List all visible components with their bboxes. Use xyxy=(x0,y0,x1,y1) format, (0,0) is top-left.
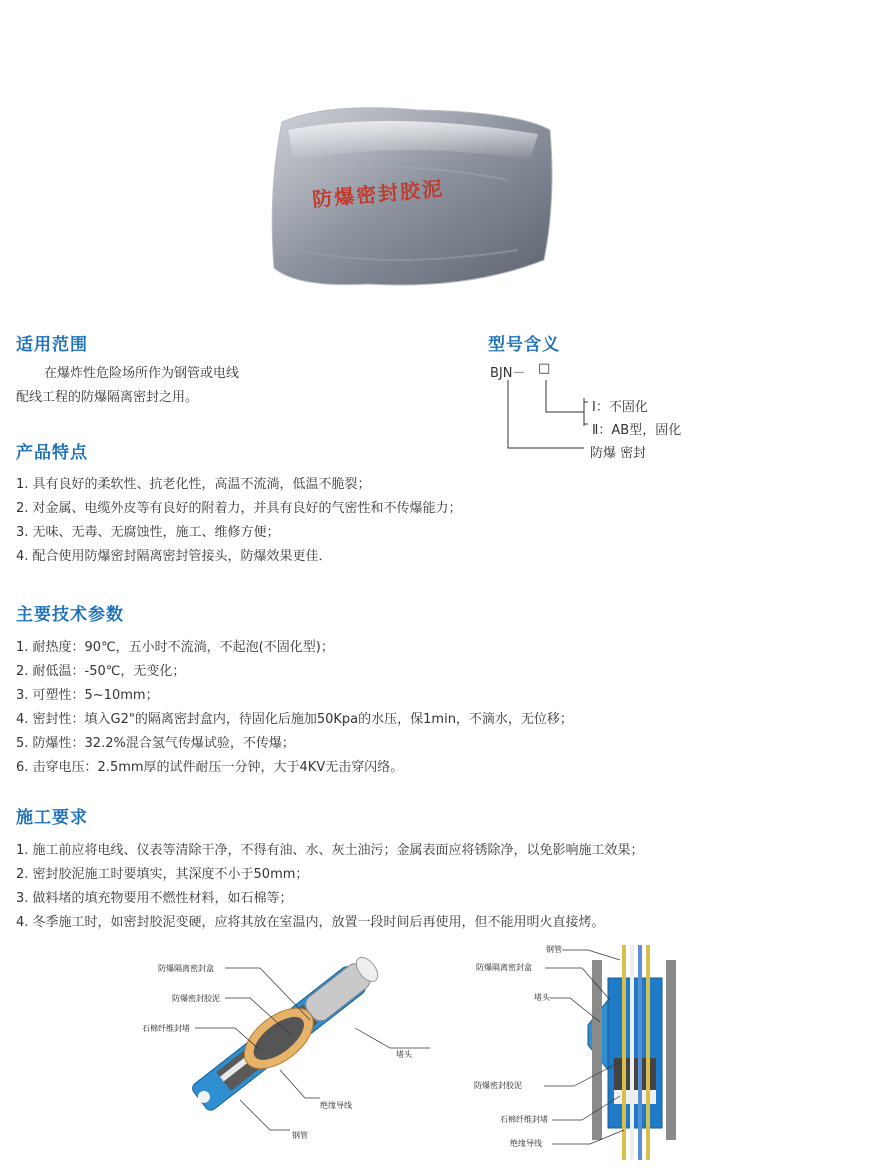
diagram-left-label: 绝缘导线 xyxy=(320,1101,352,1110)
diagram-right-label: 钢管 xyxy=(546,945,562,954)
model-base: 防爆 密封 xyxy=(590,446,647,461)
construction-heading: 施工要求 xyxy=(16,808,88,828)
product-image xyxy=(268,100,558,290)
specs-item: 5. 防爆性：32.2%混合氢气传爆试验，不传爆； xyxy=(16,736,295,751)
features-item: 4. 配合使用防爆密封隔离密封管接头，防爆效果更佳． xyxy=(16,549,332,564)
scope-heading: 适用范围 xyxy=(16,335,88,355)
scope-line-1: 在爆炸性危险场所作为钢管或电线 xyxy=(44,366,240,381)
diagram-left-label: 钢管 xyxy=(292,1131,308,1140)
construction-item: 3. 做料堵的填充物要用不燃性材料，如石棉等； xyxy=(16,891,293,906)
model-box: □ xyxy=(538,361,551,376)
model-option-1: Ⅰ：不固化 xyxy=(592,400,648,415)
construction-item: 4. 冬季施工时，如密封胶泥变硬，应将其放在室温内，放置一段时间后再使用，但不能用明火直接烤。 xyxy=(16,915,605,930)
specs-item: 3. 可塑性：5~10mm； xyxy=(16,688,159,703)
diagram-right-label: 防爆密封胶泥 xyxy=(474,1081,522,1090)
construction-item: 1. 施工前应将电线、仪表等清除干净，不得有油、水、灰土油污；金属表面应将锈除净，以免影响施工效果； xyxy=(16,843,644,858)
diagram-right-label: 石棉纤维封堵 xyxy=(500,1115,548,1124)
specs-item: 1. 耐热度：90℃，五小时不流淌，不起泡(不固化型)； xyxy=(16,640,334,655)
specs-item: 4. 密封性：填入G2"的隔离密封盒内，待固化后施加50Kpa的水压，保1min，不滴水，无位移； xyxy=(16,712,573,727)
scope-line-2: 配线工程的防爆隔离密封之用。 xyxy=(16,390,199,405)
diagram-left-label: 防爆隔离密封盒 xyxy=(158,964,214,973)
diagram-left-label: 防爆密封胶泥 xyxy=(172,994,220,1003)
diagram-left-label: 石棉纤维封堵 xyxy=(142,1024,190,1033)
features-item: 2. 对金属、电缆外皮等有良好的附着力，并具有良好的气密性和不传爆能力； xyxy=(16,501,462,516)
specs-item: 6. 击穿电压：2.5mm厚的试件耐压一分钟，大于4KV无击穿闪络。 xyxy=(16,760,404,775)
features-item: 1. 具有良好的柔软性、抗老化性，高温不流淌，低温不脆裂； xyxy=(16,477,371,492)
model-code: BJN－ xyxy=(490,366,526,381)
model-diagram xyxy=(490,362,710,462)
diagram-right xyxy=(470,940,700,1165)
diagram-left-label: 堵头 xyxy=(396,1050,412,1059)
diagram-right-label: 绝缘导线 xyxy=(510,1139,542,1148)
features-heading: 产品特点 xyxy=(16,443,88,463)
diagram-right-label: 堵头 xyxy=(534,993,550,1002)
construction-item: 2. 密封胶泥施工时要填实，其深度不小于50mm； xyxy=(16,867,309,882)
diagram-right-label: 防爆隔离密封盒 xyxy=(476,963,532,972)
bag-label: 防爆密封胶泥 xyxy=(311,176,445,212)
specs-item: 2. 耐低温：-50℃，无变化； xyxy=(16,664,186,679)
model-heading: 型号含义 xyxy=(488,335,560,355)
model-option-2: Ⅱ：AB型，固化 xyxy=(592,423,682,438)
specs-heading: 主要技术参数 xyxy=(16,605,124,625)
diagram-left xyxy=(140,950,430,1150)
features-item: 3. 无味、无毒、无腐蚀性，施工、维修方便； xyxy=(16,525,280,540)
